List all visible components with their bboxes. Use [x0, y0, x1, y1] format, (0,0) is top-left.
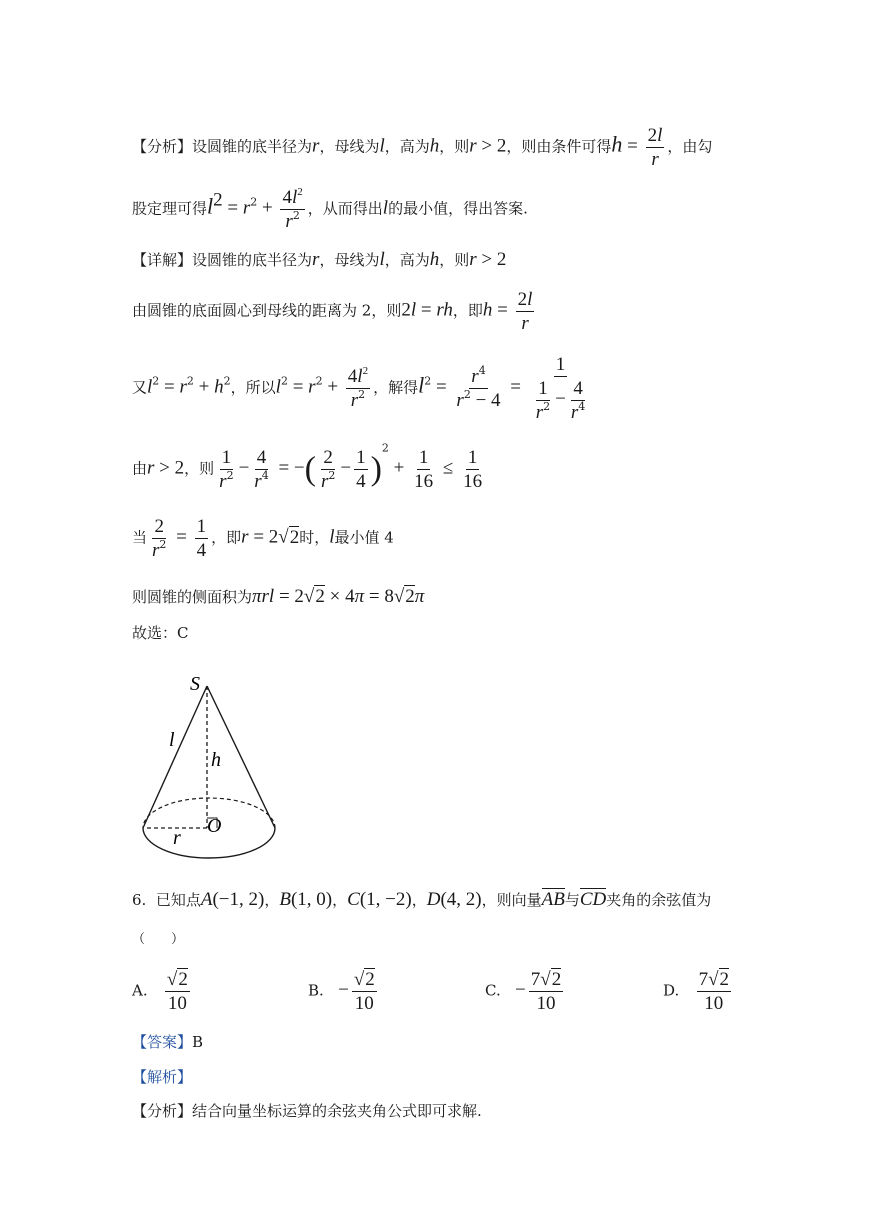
fraction: $\frac{2}{r^2}$	[152, 516, 167, 561]
option-c: C. − $\frac{7√2}{10}$	[485, 969, 562, 1014]
text: 又	[132, 378, 148, 397]
fraction: $\frac{2l}{r}$	[647, 125, 663, 170]
fraction: $\frac{2l}{r}$	[517, 289, 533, 334]
fraction: $\frac{4l^2}{r^2}$	[347, 365, 369, 411]
text: ，	[264, 891, 280, 909]
text: 的最小值，得出答案.	[388, 199, 528, 218]
answer-line	[132, 1035, 203, 1050]
option-b: B. − $\frac{√2}{10}$	[308, 969, 375, 1014]
fraction: $\frac{2}{r^2}$	[320, 447, 336, 492]
fraction: $\frac{4}{r^4}$	[254, 447, 269, 492]
analysis2-line	[132, 1104, 482, 1119]
question-number: 6.	[132, 891, 147, 909]
text: ，所以	[230, 378, 276, 397]
analysis-tag: 【分析】	[132, 137, 193, 156]
option-label: B.	[308, 981, 324, 1000]
text: 夹角的余弦值为	[606, 891, 712, 909]
cone-figure	[135, 668, 285, 868]
detail-line-6: 则圆锥的侧面积为πrl = 2√2 × 4π = 8√2π	[132, 586, 425, 607]
fraction: $\frac{1}{4}$	[356, 447, 366, 492]
label-l: l	[169, 729, 175, 751]
text: ，则	[439, 251, 470, 269]
text: 则圆锥的侧面积为	[132, 588, 253, 606]
question-6-line: 6. 已知点A(−1, 2)，B(1, 0)，C(1, −2)，D(4, 2)，则向量AB与CD夹角的余弦值为	[132, 889, 712, 910]
fraction: $\frac{1}{r^2}$	[219, 447, 234, 492]
text: （ ）	[132, 932, 185, 947]
text: 结合向量坐标运算的余弦夹角公式即可求解.	[192, 1102, 482, 1120]
detail-line-7	[132, 626, 188, 641]
detail-line-4: 由r > 2，则 $\frac{1}{r^2}$ − $\frac{4}{r^4}$ = −( $\frac{2}{r^2}$ − $\frac{1}{4}$ )$^2$ + $\frac{1}{16}$ ≤ $\frac{1}{16}$	[132, 441, 483, 492]
option-label: C.	[485, 981, 501, 1000]
jiexi-tag: 【解析】	[132, 1068, 193, 1086]
text: ，则	[439, 137, 470, 156]
answer-tag: 【答案】	[132, 1033, 193, 1051]
fraction: $\frac{1}{16}$	[414, 447, 434, 492]
text: ，解得	[373, 378, 419, 397]
text: ，则向量	[481, 891, 542, 909]
option-d: D. $\frac{7√2}{10}$	[663, 969, 730, 1014]
text: ，高为	[384, 137, 430, 156]
answer-value: B	[192, 1033, 204, 1051]
text: ，从而得出	[307, 199, 383, 218]
text: ，高为	[384, 251, 430, 269]
fraction: 1 $\frac{1}{r^2}$ − $\frac{4}{r^4}$	[535, 354, 586, 423]
fraction: $\frac{4l^2}{r^2}$	[282, 186, 303, 232]
label-o: O	[207, 815, 222, 837]
detail-line-1: 【详解】设圆锥的底半径为r，母线为l，高为h，则r > 2	[132, 249, 507, 270]
option-label: A.	[132, 981, 148, 1000]
fraction: $\frac{1}{16}$	[463, 447, 483, 492]
fraction: $\frac{1}{4}$	[196, 516, 207, 561]
detail-line-5: 当 $\frac{2}{r^2}$ = $\frac{1}{4}$ ，即r = 2√2时，l最小值 4	[132, 516, 394, 561]
label-r: r	[173, 827, 181, 849]
detail-line-2: 由圆锥的底面圆心到母线的距离为 2，则2l = rh，即h = $\frac{2l}{r}$	[132, 289, 533, 334]
text: ，即	[211, 528, 242, 547]
text: 由	[132, 459, 148, 478]
analysis-line-2: 股定理可得$l^2 = r^2$ + $\frac{4l^2}{r^2}$ ，从而得出l的最小值，得出答案.	[132, 186, 528, 232]
text: ，则由条件可得	[506, 137, 612, 156]
text: 设圆锥的底半径为	[192, 137, 313, 156]
option-a: A. $\frac{√2}{10}$	[132, 969, 188, 1014]
text: 已知点	[155, 891, 201, 909]
text: 时，	[299, 528, 330, 547]
text: ，	[332, 891, 348, 909]
answer-paren	[132, 933, 184, 946]
jiexi-line	[132, 1070, 192, 1085]
text: 设圆锥的底半径为	[192, 251, 313, 269]
text: ，母线为	[319, 137, 380, 156]
text: ，则	[184, 459, 215, 478]
text: ，即	[452, 301, 483, 320]
text: ，	[411, 891, 427, 909]
label-s: S	[190, 673, 200, 695]
text: 股定理可得	[132, 199, 208, 218]
text: 由圆锥的底面圆心到母线的距离为 2，则	[132, 301, 402, 320]
choice-text: 故选：C	[132, 624, 189, 642]
analysis2-tag: 【分析】	[132, 1102, 193, 1120]
text: 与	[564, 891, 580, 909]
text: 当	[132, 528, 148, 547]
detail-tag: 【详解】	[132, 251, 193, 269]
text: ，由勾	[667, 137, 713, 156]
slant-left	[143, 686, 207, 828]
analysis-line-1: 【分析】设圆锥的底半径为r，母线为l，高为h，则r > 2，则由条件可得h = $\frac{2l}{r}$ ，由勾	[132, 125, 713, 170]
option-label: D.	[663, 981, 680, 1000]
text: ，母线为	[319, 251, 380, 269]
detail-line-3: 又$l^2 = r^2 + h^2$，所以$l^2 = r^2$ + $\frac{4l^2}{r^2}$ ，解得$l^2$ = $\frac{r^4}{r^2 - 4}$ = 1 $\frac{1}{r^2}$ − $\frac{4}{r^4}$	[132, 355, 595, 422]
label-h: h	[211, 749, 221, 771]
text: 最小值 4	[334, 528, 394, 547]
fraction: $\frac{r^4}{r^2 - 4}$	[456, 364, 501, 411]
